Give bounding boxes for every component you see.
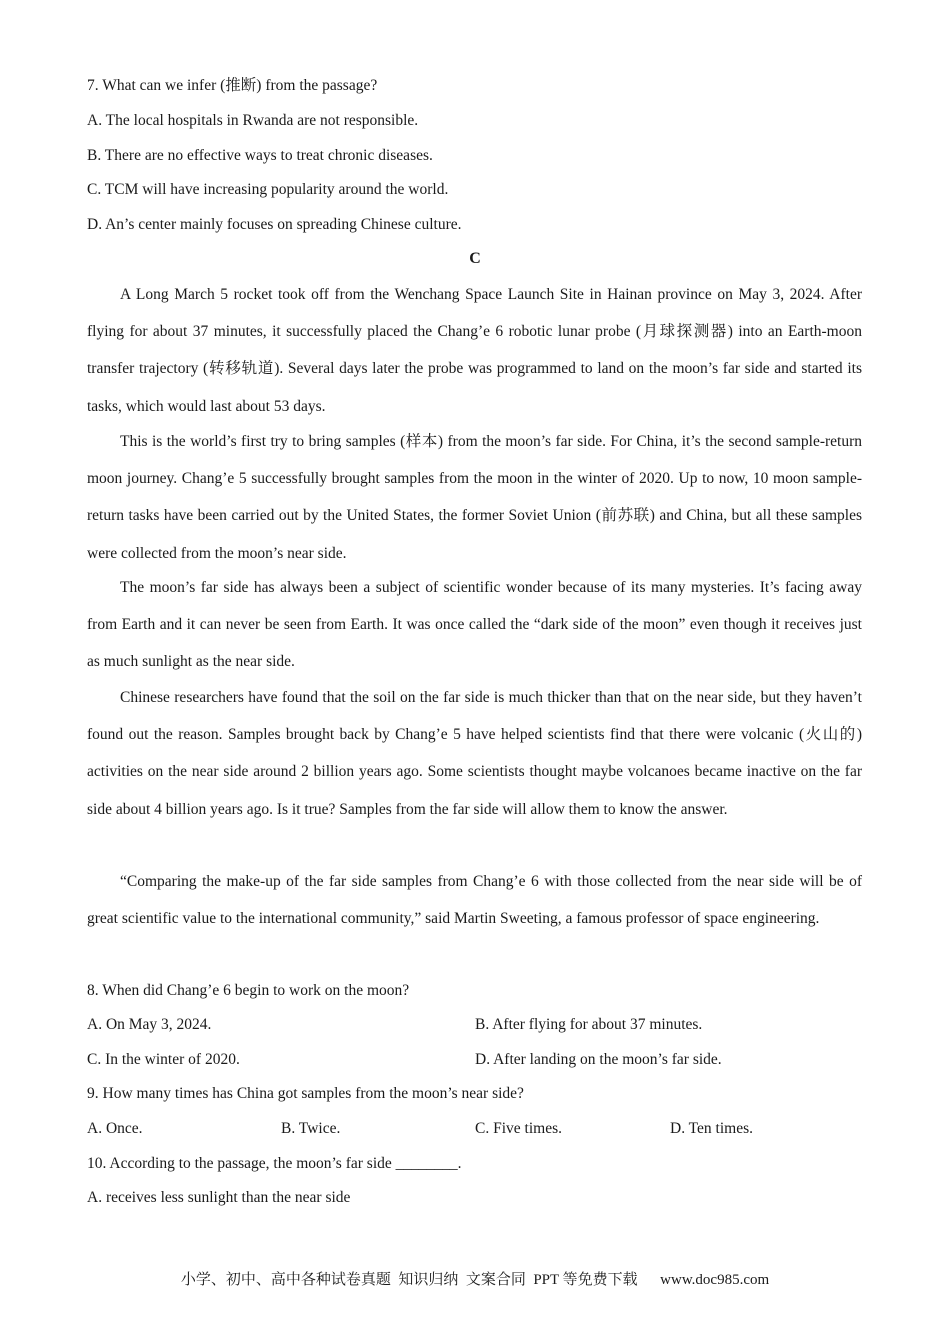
q9-option-b: B. Twice. — [281, 1120, 341, 1137]
q8-option-a: A. On May 3, 2024. — [87, 1016, 212, 1033]
q8-option-b: B. After flying for about 37 minutes. — [475, 1016, 703, 1033]
q9-option-c: C. Five times. — [475, 1120, 562, 1137]
q10-option-a: A. receives less sunlight than the near side — [87, 1189, 351, 1206]
question-8: 8. When did Chang’e 6 begin to work on the moon? — [87, 982, 410, 999]
q7-option-c: C. TCM will have increasing popularity around the world. — [87, 181, 449, 198]
q9-option-a: A. Once. — [87, 1120, 143, 1137]
passage-paragraph-2: This is the world’s first try to bring samples (样本) from the moon’s far side. For China, it’s the second sample-return moon journey. Chang’e 5 successfully brought samples from the moon in the winter of 2020. Up to now, 10 moon sample-return tasks have been carried out by the United States, the former Soviet Union (前苏联) and China, but all these samples were collected from the moon’s near side. — [87, 433, 862, 562]
q7-option-b: B. There are no effective ways to treat chronic diseases. — [87, 147, 433, 164]
passage-paragraph-1: A Long March 5 rocket took off from the Wenchang Space Launch Site in Hainan province on May 3, 2024. After flying for about 37 minutes, it successfully placed the Chang’e 6 robotic lunar probe (月球探测器) into an Earth-moon transfer trajectory (转移轨道). Several days later the probe was programmed to land on the moon’s far side and started its tasks, which would last about 53 days. — [87, 286, 862, 415]
passage-paragraph-5: “Comparing the make-up of the far side samples from Chang’e 6 with those collected from the near side will be of great scientific value to the international community,” said Martin Sweeting, a famous professor of space engineering. — [87, 873, 862, 928]
page-footer: 小学、初中、高中各种试卷真题 知识归纳 文案合同 PPT 等免费下载 www.doc985.com — [180, 1272, 770, 1288]
question-7: 7. What can we infer (推断) from the passage? — [87, 77, 378, 94]
question-10: 10. According to the passage, the moon’s far side ________. — [87, 1155, 462, 1172]
question-9: 9. How many times has China got samples from the moon’s near side? — [87, 1085, 524, 1102]
section-heading: C — [469, 250, 481, 267]
q7-option-d: D. An’s center mainly focuses on spreading Chinese culture. — [87, 216, 462, 233]
q8-option-d: D. After landing on the moon’s far side. — [475, 1051, 722, 1068]
q8-option-c: C. In the winter of 2020. — [87, 1051, 240, 1068]
q7-option-a: A. The local hospitals in Rwanda are not responsible. — [87, 112, 419, 129]
q9-option-d: D. Ten times. — [670, 1120, 754, 1137]
passage-paragraph-3: The moon’s far side has always been a subject of scientific wonder because of its many mysteries. It’s facing away from Earth and it can never be seen from Earth. It was once called the “dark side of the moon” even though it receives just as much sunlight as the near side. — [87, 579, 862, 671]
passage-paragraph-4: Chinese researchers have found that the soil on the far side is much thicker than that on the near side, but they haven’t found out the reason. Samples brought back by Chang’e 5 have helped scientists find that there were volcanic (火山的) activities on the near side around 2 billion years ago. Some scientists thought maybe volcanoes became inactive on the far side about 4 billion years ago. Is it true? Samples from the far side will allow them to know the answer. — [87, 689, 862, 818]
